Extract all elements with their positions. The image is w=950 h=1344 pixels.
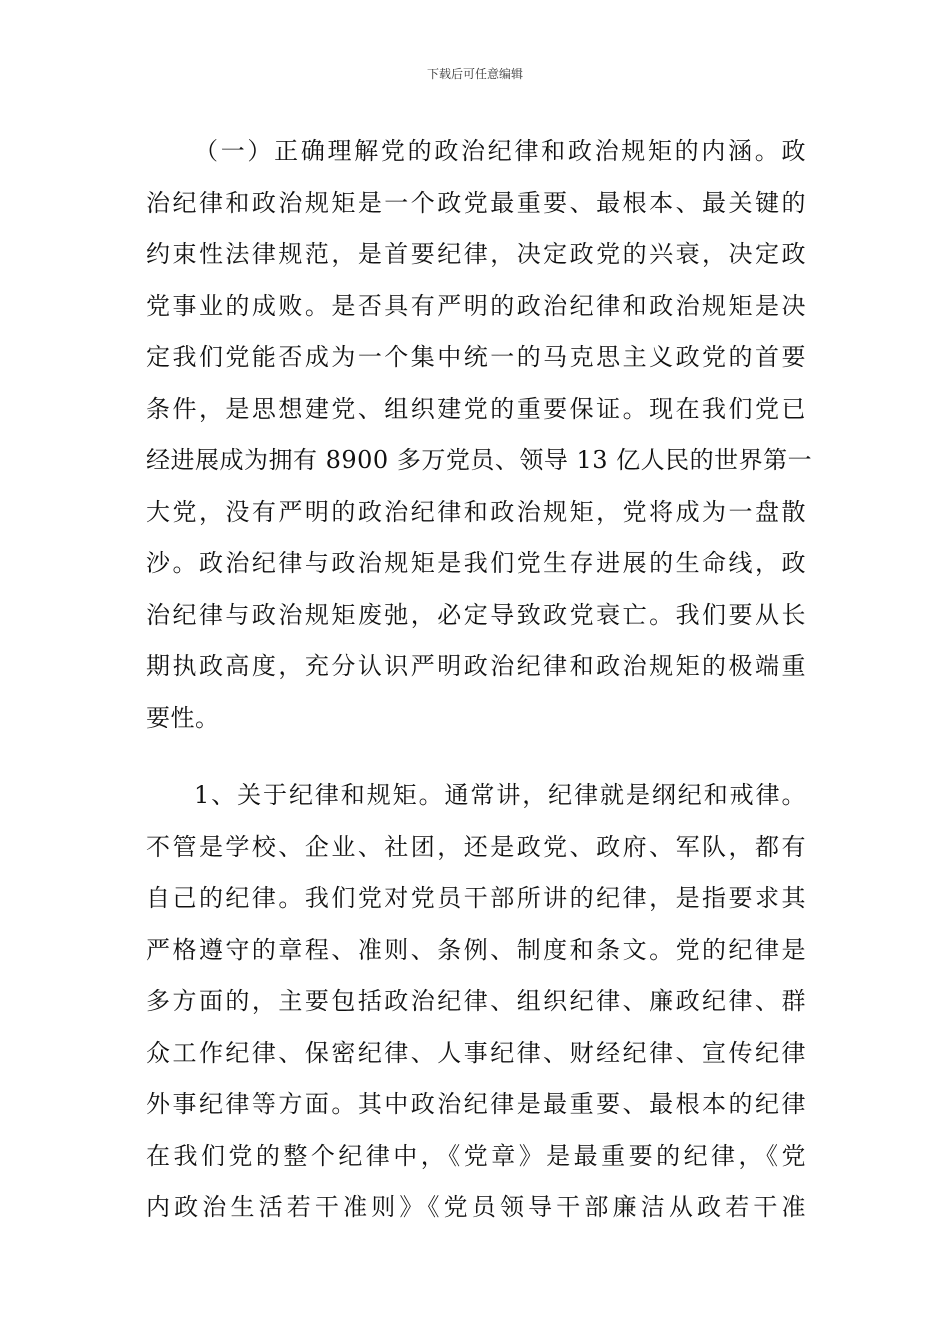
paragraph-line: 治纪律和政治规矩是一个政党最重要、最根本、最关键的 — [146, 188, 806, 217]
paragraph-line: 不管是学校、企业、社团，还是政党、政府、军队，都有 — [146, 832, 806, 861]
paragraph-discipline-meaning — [146, 126, 813, 744]
paragraph-line: 外事纪律等方面。其中政治纪律是最重要、最根本的纪律 — [146, 1090, 806, 1118]
page-header: 下载后可任意编辑 — [426, 67, 523, 81]
paragraph-line: 自己的纪律。我们党对党员干部所讲的纪律，是指要求其 — [146, 884, 806, 912]
paragraph-line: 党事业的成败。是否具有严明的政治纪律和政治规矩是决 — [146, 291, 806, 320]
paragraph-line: 严格遵守的章程、准则、条例、制度和条文。党的纪律是 — [146, 935, 806, 964]
paragraph-line: 约束性法律规范，是首要纪律，决定政党的兴衰，决定政 — [146, 240, 806, 268]
paragraph-line: 期执政高度，充分认识严明政治纪律和政治规矩的极端重 — [146, 652, 806, 680]
paragraph-line: 沙。政治纪律与政治规矩是我们党生存进展的生命线，政 — [146, 549, 806, 577]
paragraph-line: 治纪律与政治规矩废弛，必定导致政党衰亡。我们要从长 — [146, 600, 806, 629]
paragraph-line: 众工作纪律、保密纪律、人事纪律、财经纪律、宣传纪律 — [146, 1038, 806, 1067]
paragraph-line: 条件，是思想建党、组织建党的重要保证。现在我们党已 — [146, 394, 806, 423]
paragraph-line: 多方面的，主要包括政治纪律、组织纪律、廉政纪律、群 — [146, 987, 806, 1015]
paragraph-line: 大党，没有严明的政治纪律和政治规矩，党将成为一盘散 — [146, 497, 806, 526]
paragraph-line: 要性。 — [146, 703, 220, 732]
paragraph-line: （一）正确理解党的政治纪律和政治规矩的内涵。政 — [194, 137, 806, 165]
paragraph-line: 内政治生活若干准则》《党员领导干部廉洁从政若干准 — [146, 1193, 806, 1221]
paragraph-line: 1、关于纪律和规矩。通常讲，纪律就是纲纪和戒律。 — [194, 781, 806, 809]
paragraph-line: 在我们党的整个纪律中，《党章》是最重要的纪律，《党 — [146, 1141, 806, 1170]
paragraph-line: 定我们党能否成为一个集中统一的马克思主义政党的首要 — [146, 343, 806, 371]
paragraph-discipline-and-rules — [146, 770, 806, 1234]
paragraph-line: 经进展成为拥有 8900 多万党员、领导 13 亿人民的世界第一 — [146, 446, 813, 474]
